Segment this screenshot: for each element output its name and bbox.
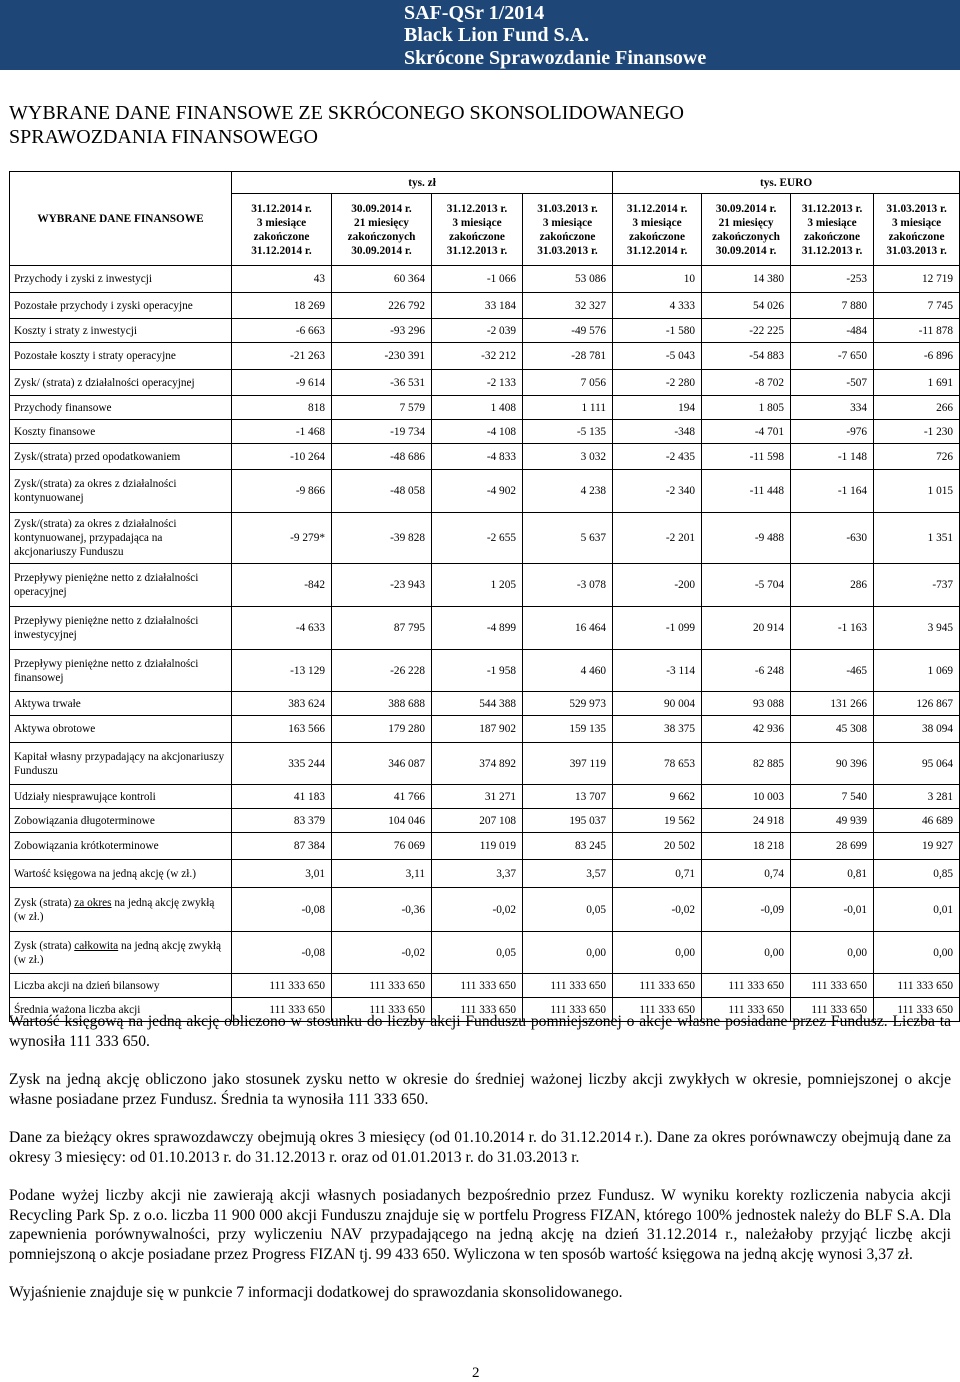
row-label: Pozostałe koszty i straty operacyjne [10,343,232,370]
table-row [10,974,960,998]
table-cell: -93 296 [332,319,432,343]
row-label: Zysk/ (strata) z działalności operacyjnej [10,370,232,396]
row-label: Udziały niesprawujące kontroli [10,785,232,809]
row-label: Kapitał własny przypadający na akcjonariuszy Funduszu [10,743,232,785]
table-cell: 78 653 [613,743,702,785]
table-row [10,888,960,932]
table-cell: 179 280 [332,716,432,743]
table-cell: 54 026 [702,293,791,319]
table-cell: 374 892 [432,743,523,785]
table-cell: -0,02 [332,932,432,974]
row-label: Zobowiązania krótkoterminowe [10,833,232,860]
table-cell: 18 218 [702,833,791,860]
note-paragraph: Dane za bieżący okres sprawozdawczy obejmują okres 3 miesięcy (od 01.10.2014 r. do 31.12.2014 r.). Dane za okres porównawczy obejmują dane za okresy 3 miesięcy: od 01.10.2013 r. do 31.12.2013 r. oraz od 01.01.2013 r. do 31.03.2013 r. [9,1129,951,1166]
table-cell: -48 058 [332,470,432,513]
table-cell: 0,81 [791,860,874,888]
table-cell: 3 032 [523,444,613,470]
table-cell: 76 069 [332,833,432,860]
table-cell: 3,57 [523,860,613,888]
table-cell: -0,01 [791,888,874,932]
table-cell: 111 333 650 [874,998,960,1022]
table-cell: 12 719 [874,266,960,293]
table-cell: -3 114 [613,650,702,692]
table-cell: 0,00 [874,932,960,974]
column-header: 31.03.2013 r. 3 miesiące zakończone 31.03.2013 r. [874,194,960,266]
table-cell: 0,00 [613,932,702,974]
row-label: Aktywa obrotowe [10,716,232,743]
table-cell: 111 333 650 [332,974,432,998]
table-cell: 42 936 [702,716,791,743]
table-cell: 226 792 [332,293,432,319]
table-cell: -3 078 [523,564,613,607]
table-cell: 3 281 [874,785,960,809]
table-cell: 41 183 [232,785,332,809]
table-cell: -230 391 [332,343,432,370]
table-cell: -5 704 [702,564,791,607]
table-cell: -19 734 [332,420,432,444]
table-cell: -5 135 [523,420,613,444]
table-cell: -0,02 [432,888,523,932]
table-cell: 5 637 [523,513,613,564]
table-cell: 818 [232,396,332,420]
table-cell: -6 248 [702,650,791,692]
table-cell: 0,00 [523,932,613,974]
table-cell: -2 201 [613,513,702,564]
table-cell: 19 927 [874,833,960,860]
table-cell: 111 333 650 [232,998,332,1022]
table-cell: 111 333 650 [874,974,960,998]
report-code: SAF-QSr 1/2014 [404,2,545,24]
row-label: Przychody i zyski z inwestycji [10,266,232,293]
table-cell: 19 562 [613,809,702,833]
table-cell: 7 056 [523,370,613,396]
table-cell: 90 396 [791,743,874,785]
table-cell: 0,05 [523,888,613,932]
table-cell: 163 566 [232,716,332,743]
table-cell: -630 [791,513,874,564]
table-cell: -9 279* [232,513,332,564]
table-cell: 0,00 [702,932,791,974]
table-cell: -1 066 [432,266,523,293]
table-cell: 111 333 650 [232,974,332,998]
table-cell: 1 691 [874,370,960,396]
table-cell: -2 133 [432,370,523,396]
table-cell: -2 435 [613,444,702,470]
table-cell: -36 531 [332,370,432,396]
document-header [0,0,960,72]
table-cell: 93 088 [702,692,791,716]
table-cell: -22 225 [702,319,791,343]
table-row [10,470,960,513]
table-cell: -5 043 [613,343,702,370]
header-rule [0,70,960,72]
table-row [10,607,960,650]
table-cell: -9 614 [232,370,332,396]
table-row [10,266,960,293]
table-cell: 111 333 650 [332,998,432,1022]
row-label: Przepływy pieniężne netto z działalności operacyjnej [10,564,232,607]
table-cell: 104 046 [332,809,432,833]
table-cell: 529 973 [523,692,613,716]
table-cell: 159 135 [523,716,613,743]
table-cell: 334 [791,396,874,420]
table-cell: -1 099 [613,607,702,650]
table-cell: 7 880 [791,293,874,319]
table-cell: 87 795 [332,607,432,650]
row-label: Zysk (strata) całkowita na jedną akcję zwykłą (w zł.) [10,932,232,974]
table-cell: -21 263 [232,343,332,370]
table-cell: 3,37 [432,860,523,888]
table-cell: 87 384 [232,833,332,860]
row-label: Zysk/(strata) przed opodatkowaniem [10,444,232,470]
row-label: Zobowiązania długoterminowe [10,809,232,833]
table-cell: -737 [874,564,960,607]
table-cell: -465 [791,650,874,692]
table-cell: -253 [791,266,874,293]
note-paragraph: Wyjaśnienie znajduje się w punkcie 7 informacji dodatkowej do sprawozdania skonsolidowanego. [9,1284,623,1301]
column-header: 30.09.2014 r. 21 miesięcy zakończonych 30.09.2014 r. [702,194,791,266]
table-cell: -4 902 [432,470,523,513]
column-header: 31.12.2013 r. 3 miesiące zakończone 31.12.2013 r. [791,194,874,266]
table-row [10,809,960,833]
corner-header: WYBRANE DANE FINANSOWE [10,172,232,266]
table-cell: -9 866 [232,470,332,513]
table-row [10,785,960,809]
note-paragraph: Wartość księgową na jedną akcję obliczono w stosunku do liczby akcji Funduszu pomniejszonej o akcje własne posiadane przez Fundusz. Liczba ta wynosiła 111 333 650. [9,1013,951,1050]
page-number: 2 [472,1365,480,1381]
table-cell: 126 867 [874,692,960,716]
table-cell: 3,01 [232,860,332,888]
table-row [10,860,960,888]
table-cell: 0,01 [874,888,960,932]
row-label: Liczba akcji na dzień bilansowy [10,974,232,998]
table-cell: 111 333 650 [702,998,791,1022]
table-cell: 9 662 [613,785,702,809]
table-cell: -1 164 [791,470,874,513]
table-cell: 111 333 650 [432,998,523,1022]
report-name: Skrócone Sprawozdanie Finansowe [404,47,707,69]
table-cell: -4 701 [702,420,791,444]
table-cell: -8 702 [702,370,791,396]
table-cell: -1 958 [432,650,523,692]
row-label: Zysk/(strata) za okres z działalności kontynuowanej, przypadająca na akcjonariuszy Funduszu [10,513,232,564]
table-cell: 32 327 [523,293,613,319]
table-cell: 16 464 [523,607,613,650]
table-row [10,932,960,974]
table-cell: 0,74 [702,860,791,888]
table-cell: 45 308 [791,716,874,743]
table-cell: 286 [791,564,874,607]
table-cell: 388 688 [332,692,432,716]
table-cell: 111 333 650 [702,974,791,998]
table-cell: 53 086 [523,266,613,293]
table-cell: -0,09 [702,888,791,932]
row-label: Przychody finansowe [10,396,232,420]
table-cell: 397 119 [523,743,613,785]
table-row [10,293,960,319]
table-cell: -1 468 [232,420,332,444]
table-cell: 13 707 [523,785,613,809]
table-cell: -1 163 [791,607,874,650]
table-cell: -0,36 [332,888,432,932]
table-row [10,692,960,716]
table-cell: -1 230 [874,420,960,444]
section-title: WYBRANE DANE FINANSOWE ZE SKRÓCONEGO SKONSOLIDOWANEGO SPRAWOZDANIA FINANSOWEGO [9,102,684,148]
column-header: 31.12.2014 r. 3 miesiące zakończone 31.12.2014 r. [232,194,332,266]
table-cell: -13 129 [232,650,332,692]
table-cell: -4 633 [232,607,332,650]
column-header: 31.03.2013 r. 3 miesiące zakończone 31.03.2013 r. [523,194,613,266]
table-cell: 0,85 [874,860,960,888]
table-cell: 38 375 [613,716,702,743]
table-cell: 7 579 [332,396,432,420]
table-cell: 95 064 [874,743,960,785]
table-cell: -976 [791,420,874,444]
table-cell: 111 333 650 [523,974,613,998]
row-label: Zysk/(strata) za okres z działalności kontynuowanej [10,470,232,513]
table-cell: 119 019 [432,833,523,860]
table-row [10,343,960,370]
table-cell: -11 878 [874,319,960,343]
table-cell: 20 914 [702,607,791,650]
table-cell: -1 580 [613,319,702,343]
table-cell: 24 918 [702,809,791,833]
table-cell: 7 540 [791,785,874,809]
table-cell: -26 228 [332,650,432,692]
table-cell: -0,08 [232,932,332,974]
row-label: Koszty i straty z inwestycji [10,319,232,343]
table-cell: 10 [613,266,702,293]
company-name: Black Lion Fund S.A. [404,24,590,46]
table-cell: 14 380 [702,266,791,293]
table-cell: 111 333 650 [791,998,874,1022]
table-cell: 383 624 [232,692,332,716]
table-cell: 111 333 650 [791,974,874,998]
table-cell: -6 896 [874,343,960,370]
table-cell: 726 [874,444,960,470]
table-cell: -200 [613,564,702,607]
table-cell: -4 899 [432,607,523,650]
table-cell: 4 238 [523,470,613,513]
row-label: Przepływy pieniężne netto z działalności inwestycyjnej [10,607,232,650]
table-cell: 1 015 [874,470,960,513]
table-cell: -1 148 [791,444,874,470]
table-row [10,513,960,564]
table-cell: 41 766 [332,785,432,809]
table-cell: -49 576 [523,319,613,343]
row-label: Aktywa trwałe [10,692,232,716]
financial-data-table [9,171,960,1022]
row-label: Koszty finansowe [10,420,232,444]
table-cell: 43 [232,266,332,293]
column-header: 30.09.2014 r. 21 miesięcy zakończonych 30.09.2014 r. [332,194,432,266]
table-cell: 4 333 [613,293,702,319]
table-cell: 46 689 [874,809,960,833]
table-cell: 1 069 [874,650,960,692]
table-cell: 90 004 [613,692,702,716]
table-cell: 544 388 [432,692,523,716]
table-cell: -4 833 [432,444,523,470]
notes-section [9,1012,951,1322]
table-cell: -9 488 [702,513,791,564]
table-cell: 0,05 [432,932,523,974]
table-cell: 346 087 [332,743,432,785]
table-cell: 10 003 [702,785,791,809]
table-cell: -11 448 [702,470,791,513]
table-row [10,370,960,396]
table-cell: -348 [613,420,702,444]
table-cell: -6 663 [232,319,332,343]
table-cell: 195 037 [523,809,613,833]
table-row [10,444,960,470]
row-label: Zysk (strata) za okres na jedną akcję zwykłą (w zł.) [10,888,232,932]
table-cell: -48 686 [332,444,432,470]
table-row [10,319,960,343]
table-cell: -4 108 [432,420,523,444]
table-cell: 60 364 [332,266,432,293]
row-label: Przepływy pieniężne netto z działalności finansowej [10,650,232,692]
table-cell: 3,11 [332,860,432,888]
group-header-pln: tys. zł [232,172,613,194]
table-cell: 207 108 [432,809,523,833]
row-label: Wartość księgowa na jedną akcję (w zł.) [10,860,232,888]
group-header-eur: tys. EURO [613,172,960,194]
table-cell: 1 408 [432,396,523,420]
table-cell: -2 280 [613,370,702,396]
table-cell: -39 828 [332,513,432,564]
table-cell: 266 [874,396,960,420]
table-cell: -11 598 [702,444,791,470]
table-cell: 38 094 [874,716,960,743]
row-label: Średnia ważona liczba akcji [10,998,232,1022]
table-row [10,716,960,743]
table-cell: 20 502 [613,833,702,860]
table-row [10,420,960,444]
table-cell: 18 269 [232,293,332,319]
table-cell: -2 340 [613,470,702,513]
table-cell: 7 745 [874,293,960,319]
table-cell: 0,71 [613,860,702,888]
column-header: 31.12.2014 r. 3 miesiące zakończone 31.12.2014 r. [613,194,702,266]
table-cell: 83 379 [232,809,332,833]
table-cell: 3 945 [874,607,960,650]
table-cell: 111 333 650 [613,974,702,998]
table-row [10,833,960,860]
table-cell: -32 212 [432,343,523,370]
table-cell: 335 244 [232,743,332,785]
table-cell: -28 781 [523,343,613,370]
table-cell: -7 650 [791,343,874,370]
table-cell: -2 655 [432,513,523,564]
table-cell: 1 351 [874,513,960,564]
table-cell: -54 883 [702,343,791,370]
table-cell: 49 939 [791,809,874,833]
table-cell: 111 333 650 [613,998,702,1022]
table-cell: 194 [613,396,702,420]
table-cell: 1 205 [432,564,523,607]
table-cell: 33 184 [432,293,523,319]
table-cell: -2 039 [432,319,523,343]
table-cell: -23 943 [332,564,432,607]
table-cell: -10 264 [232,444,332,470]
table-cell: -484 [791,319,874,343]
note-paragraph: Podane wyżej liczby akcji nie zawierają akcji własnych posiadanych bezpośrednio przez Fundusz. W wyniku korekty rozliczenia nabycia akcji Recycling Park Sp. z o.o. liczba 11 900 000 akcji Funduszu znajduje się w portfelu Progress FIZAN, którego 100% jednostek należy do BLF S.A. Dla zapewnienia porównywalności, przy wyliczeniu NAV przypadającego na jedną akcję na dzień 31.12.2014 r., należałoby przyjąć liczbę akcji pomniejszoną o akcje posiadane przez Progress FIZAN tj. 99 433 650. Wyliczona w ten sposób wartość księgowa na jedną akcję wynosi 3,37 zł. [9,1187,951,1263]
table-row [10,743,960,785]
table-cell: 131 266 [791,692,874,716]
note-paragraph: Zysk na jedną akcję obliczono jako stosunek zysku netto w okresie do średniej ważonej liczby akcji zwykłych w okresie, pomniejszonej o akcje własne posiadane przez Fundusz. Średnia ta wynosiła 111 333 650. [9,1071,951,1108]
table-cell: 111 333 650 [432,974,523,998]
table-cell: 1 111 [523,396,613,420]
table-row [10,564,960,607]
table-cell: 0,00 [791,932,874,974]
table-cell: -507 [791,370,874,396]
table-cell: 83 245 [523,833,613,860]
table-cell: -0,02 [613,888,702,932]
table-cell: 1 805 [702,396,791,420]
column-header: 31.12.2013 r. 3 miesiące zakończone 31.12.2013 r. [432,194,523,266]
table-cell: -0,08 [232,888,332,932]
row-label: Pozostałe przychody i zyski operacyjne [10,293,232,319]
table-cell: 4 460 [523,650,613,692]
table-row [10,396,960,420]
table-cell: 82 885 [702,743,791,785]
table-cell: 28 699 [791,833,874,860]
table-row [10,650,960,692]
table-cell: 187 902 [432,716,523,743]
table-cell: 111 333 650 [523,998,613,1022]
table-cell: 31 271 [432,785,523,809]
table-cell: -842 [232,564,332,607]
